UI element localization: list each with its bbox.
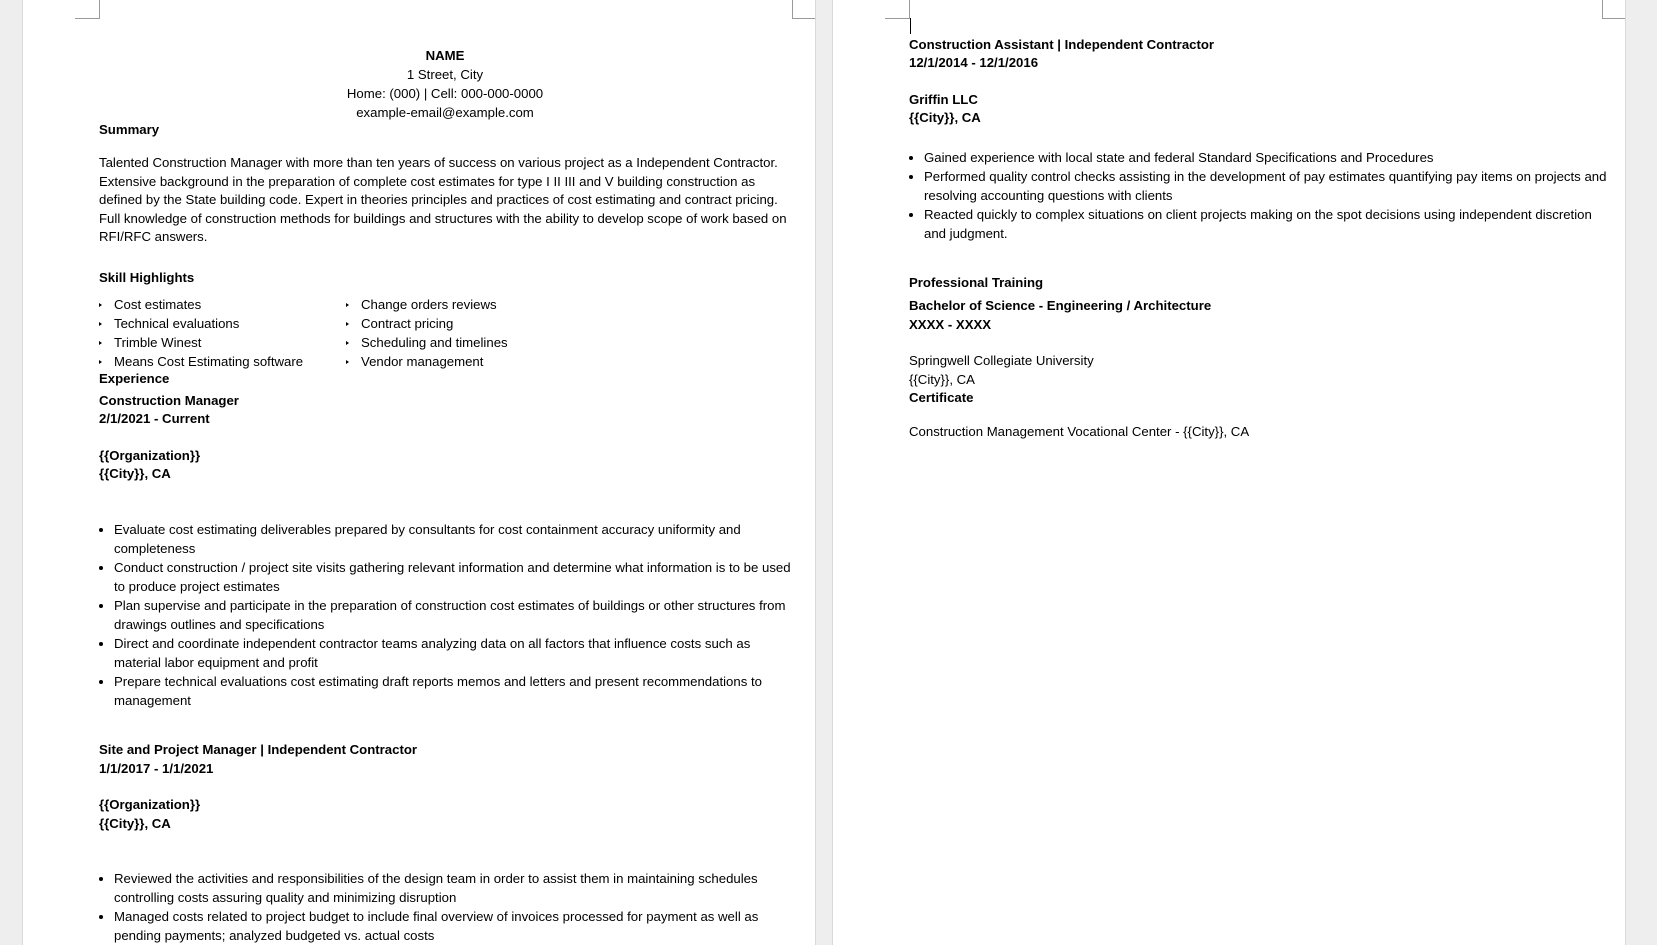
crop-mark-top-right [792,0,815,19]
job-dates: 12/1/2014 - 12/1/2016 [909,55,1039,70]
job-bullets [99,869,799,945]
job-location: {{City}}, CA [99,466,171,481]
bullet-item: • Plan supervise and participate in the preparation of construction cost estimates of buildings or other structures from drawings outlines and specifications [114,596,799,634]
training-heading: Professional Training [909,275,1044,290]
resume-name: NAME [425,48,465,63]
skill-item: Cost estimates [99,295,303,314]
crop-mark-top-left [75,0,100,19]
training-years: XXXX - XXXX [909,317,992,332]
resume-address: 1 Street, City [406,67,484,82]
summary-text: Talented Construction Manager with more than ten years of success on various project as a Independent Contractor. Extensive background in the preparation of complete cost estimates for type I II III and V building construction as defined by the State building code. Expert in theories principles and practices of cost estimating and contract pricing. Full knowledge of construction methods for buildings and structures with the ability to develop scope of work based on RFI/RFC answers. [99,155,787,245]
skills-list-right [346,295,508,371]
skills-heading: Skill Highlights [99,270,195,285]
job-title: Construction Assistant | Independent Contractor [909,37,1215,52]
job-organization: Griffin LLC [909,92,978,107]
crop-mark-top-left [885,0,910,19]
training-school-location: {{City}}, CA [909,372,975,387]
job-title: Site and Project Manager | Independent Contractor [99,742,418,757]
document-page-2[interactable] [833,0,1625,945]
bullet-item: • Managed costs related to project budget to include final overview of invoices processed for payment as well as pending payments; analyzed budgeted vs. actual costs [114,907,799,945]
job-organization: {{Organization}} [99,797,201,812]
text-cursor [910,18,911,34]
skill-item: Vendor management [346,352,508,371]
job-dates: 1/1/2017 - 1/1/2021 [99,761,214,776]
job-bullets [99,520,799,710]
skill-item: Means Cost Estimating software [99,352,303,371]
job-organization: {{Organization}} [99,448,201,463]
skill-item: Trimble Winest [99,333,303,352]
training-school: Springwell Collegiate University [909,353,1094,368]
certificate-text: Construction Management Vocational Center - {{City}}, CA [909,424,1250,439]
bullet-item: • Conduct construction / project site visits gathering relevant information and determine what information is to be used to produce project estimates [114,558,799,596]
bullet-item: • Reacted quickly to complex situations on client projects making on the spot decisions using independent discretion and judgment. [924,205,1614,243]
bullet-item: • Reviewed the activities and responsibilities of the design team in order to assist them in maintaining schedules controlling costs assuring quality and minimizing disruption [114,869,799,907]
skill-item: Change orders reviews [346,295,508,314]
job-bullets [909,148,1614,243]
summary-heading: Summary [99,122,160,137]
bullet-item: • Evaluate cost estimating deliverables prepared by consultants for cost containment accuracy uniformity and completeness [114,520,799,558]
resume-phones: Home: (000) | Cell: 000-000-0000 [346,86,544,101]
experience-heading: Experience [99,371,170,386]
bullet-item: • Direct and coordinate independent contractor teams analyzing data on all factors that influence costs such as material labor equipment and profit [114,634,799,672]
bullet-item: • Gained experience with local state and federal Standard Specifications and Procedures [924,148,1614,167]
skills-list-left [99,295,303,371]
job-location: {{City}}, CA [909,110,981,125]
bullet-item: • Prepare technical evaluations cost estimating draft reports memos and letters and present recommendations to management [114,672,799,710]
job-dates: 2/1/2021 - Current [99,411,210,426]
job-title: Construction Manager [99,393,239,408]
resume-email: example-email@example.com [356,105,534,120]
skill-item: Scheduling and timelines [346,333,508,352]
certificate-heading: Certificate [909,390,974,405]
skill-item: Technical evaluations [99,314,303,333]
job-location: {{City}}, CA [99,816,171,831]
bullet-item: • Performed quality control checks assisting in the development of pay estimates quantifying pay items on projects and resolving accounting questions with clients [924,167,1614,205]
training-degree: Bachelor of Science - Engineering / Architecture [909,298,1212,313]
skill-item: Contract pricing [346,314,508,333]
document-page-1[interactable] [23,0,815,945]
crop-mark-top-right [1602,0,1625,19]
